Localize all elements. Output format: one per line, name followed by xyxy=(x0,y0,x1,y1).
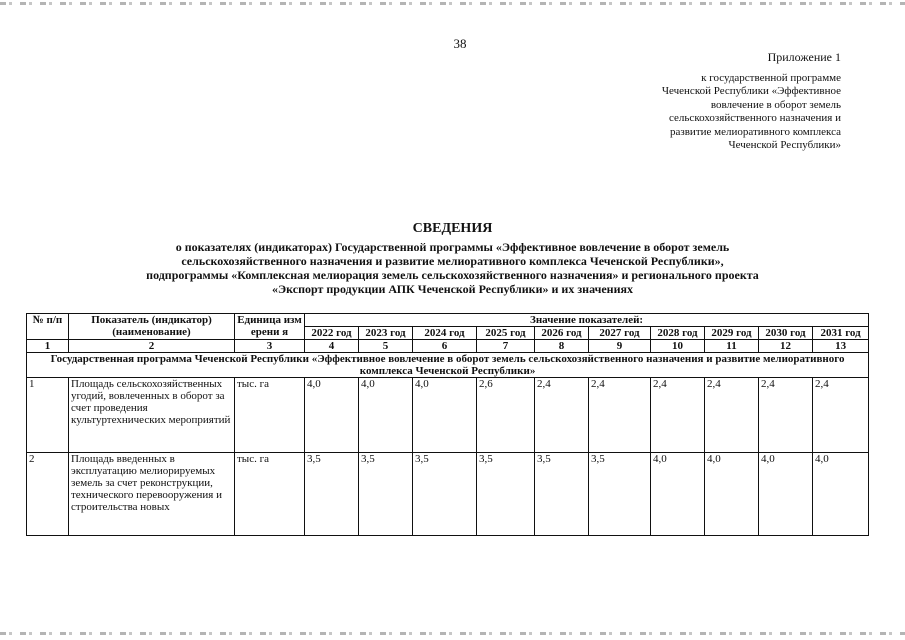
column-number: 6 xyxy=(413,340,477,353)
page-number: 38 xyxy=(453,36,467,51)
column-number: 13 xyxy=(813,340,869,353)
header-col-indicator: Показатель (индикатор) (наименование) xyxy=(69,314,235,340)
column-number: 5 xyxy=(359,340,413,353)
column-numbers-row xyxy=(27,340,869,353)
column-number: 9 xyxy=(589,340,651,353)
subtitle-line: сельскохозяйственного назначения и развитие мелиоративного комплекса Чеченской Республики», xyxy=(181,254,724,268)
appendix-title: Приложение 1 xyxy=(767,50,841,64)
scan-edge-top xyxy=(0,2,905,5)
column-number: 2 xyxy=(69,340,235,353)
appendix-line: сельскохозяйственного назначения и xyxy=(669,112,841,125)
row-value: 2,4 xyxy=(813,378,869,453)
appendix-line: вовлечение в оборот земель xyxy=(710,98,841,111)
appendix-text xyxy=(611,72,841,152)
section-row xyxy=(27,353,869,378)
header-year: 2025 год xyxy=(477,327,535,340)
header-year: 2026 год xyxy=(535,327,589,340)
subtitle-line: подпрограммы «Комплексная мелиорация земель сельскохозяйственного назначения» и регионального проекта xyxy=(146,268,759,282)
row-value: 3,5 xyxy=(589,453,651,536)
row-value: 3,5 xyxy=(359,453,413,536)
row-value: 2,6 xyxy=(477,378,535,453)
header-year: 2029 год xyxy=(705,327,759,340)
row-value: 4,0 xyxy=(359,378,413,453)
header-year: 2023 год xyxy=(359,327,413,340)
row-indicator: Площадь сельскохозяйственных угодий, вовлеченных в оборот за счет проведения культуртехнических мероприятий xyxy=(69,378,235,453)
indicators-table xyxy=(26,313,869,536)
table-row xyxy=(27,453,869,536)
header-year: 2022 год xyxy=(305,327,359,340)
row-number: 1 xyxy=(27,378,69,453)
appendix-line: к государственной программе xyxy=(701,72,841,84)
header-year: 2028 год xyxy=(651,327,705,340)
row-value: 2,4 xyxy=(535,378,589,453)
column-number: 3 xyxy=(235,340,305,353)
header-col-values: Значение показателей: xyxy=(305,314,869,327)
row-value: 4,0 xyxy=(813,453,869,536)
row-value: 2,4 xyxy=(651,378,705,453)
row-value: 3,5 xyxy=(477,453,535,536)
row-number: 2 xyxy=(27,453,69,536)
header-row-top xyxy=(27,314,869,327)
column-number: 11 xyxy=(705,340,759,353)
row-unit: тыс. га xyxy=(235,378,305,453)
row-value: 4,0 xyxy=(705,453,759,536)
column-number: 8 xyxy=(535,340,589,353)
row-value: 4,0 xyxy=(305,378,359,453)
subtitle-line: о показателях (индикаторах) Государственной программы «Эффективное вовлечение в оборот земель xyxy=(175,240,730,254)
column-number: 7 xyxy=(477,340,535,353)
row-value: 2,4 xyxy=(759,378,813,453)
appendix-line: Чеченской Республики «Эффективное xyxy=(661,85,841,98)
section-title: Государственная программа Чеченской Республики «Эффективное вовлечение в оборот земель сельскохозяйственного назначения и развитие мелиоративного комплекса Чеченской Республики» xyxy=(27,353,869,378)
header-year: 2030 год xyxy=(759,327,813,340)
row-value: 4,0 xyxy=(759,453,813,536)
row-value: 3,5 xyxy=(413,453,477,536)
header-year: 2031 год xyxy=(813,327,869,340)
row-value: 2,4 xyxy=(589,378,651,453)
document-heading: СВЕДЕНИЯ xyxy=(412,221,493,236)
appendix-line: развитие мелиоративного комплекса xyxy=(670,125,841,138)
document-subtitle xyxy=(40,240,865,296)
row-indicator: Площадь введенных в эксплуатацию мелиорируемых земель за счет реконструкции, технического перевооружения и строительства новых xyxy=(69,453,235,536)
subtitle-line: «Экспорт продукции АПК Чеченской Республики» и их значениях xyxy=(271,282,633,296)
row-value: 2,4 xyxy=(705,378,759,453)
column-number: 10 xyxy=(651,340,705,353)
column-number: 4 xyxy=(305,340,359,353)
row-value: 4,0 xyxy=(651,453,705,536)
row-value: 4,0 xyxy=(413,378,477,453)
header-col-no: № п/п xyxy=(27,314,69,340)
column-number: 1 xyxy=(27,340,69,353)
header-year: 2027 год xyxy=(589,327,651,340)
row-value: 3,5 xyxy=(305,453,359,536)
row-unit: тыс. га xyxy=(235,453,305,536)
header-col-unit: Единица измерени я xyxy=(235,314,305,340)
scan-edge-bottom xyxy=(0,632,905,635)
table-row xyxy=(27,378,869,453)
column-number: 12 xyxy=(759,340,813,353)
appendix-line: Чеченской Республики» xyxy=(728,139,841,152)
row-value: 3,5 xyxy=(535,453,589,536)
header-year: 2024 год xyxy=(413,327,477,340)
